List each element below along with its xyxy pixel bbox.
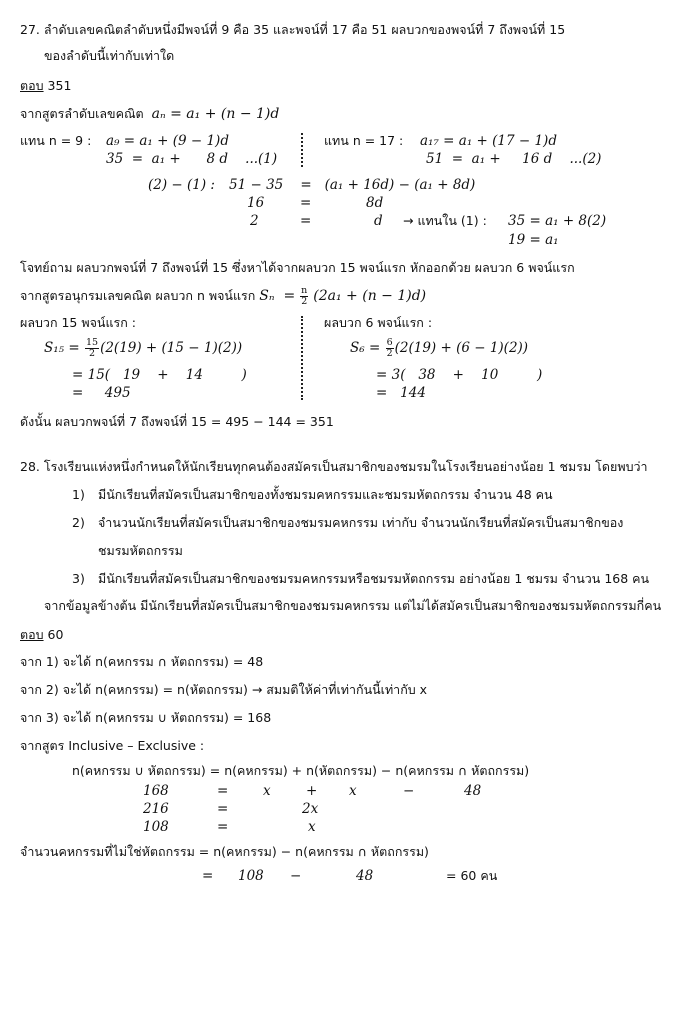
q28-item-text: จำนวนนักเรียนที่สมัครเป็นสมาชิกของชมรมคหกรรม เท่ากับ จำนวนนักเรียนที่สมัครเป็นสมาชิกของ (97, 515, 624, 530)
q27-formula-line (20, 105, 279, 123)
q28-ie-row1-f: − (403, 783, 415, 799)
q28-ie-row3-a: 108 (143, 819, 169, 835)
q28-ie-intro: จากสูตร Inclusive – Exclusive : (20, 738, 205, 753)
q27-sub-row3-eq: = (300, 213, 312, 229)
q28-final-d: 48 (356, 868, 374, 884)
q28-final-c: − (290, 868, 302, 884)
q27-sum-formula-rhs: (2a₁ + (n − 1)d) (313, 288, 427, 304)
q28-item-number: 2) (72, 515, 85, 530)
q27-conclusion: ดังนั้น ผลบวกพจน์ที่ 7 ถึงพจน์ที่ 15 = 495 − 144 = 351 (20, 414, 334, 429)
q28-final-b: 108 (238, 868, 264, 884)
q28-from3: จาก 3) จะได้ n(คหกรรม ∪ หัตถกรรม) = 168 (20, 710, 272, 725)
q28-item (72, 542, 183, 560)
q27-sub-row3-rhs: d (374, 213, 383, 229)
q27-sum-formula-intro: จากสูตรอนุกรมเลขคณิต ผลบวก n พจน์แรก (20, 288, 256, 303)
q28-item (72, 514, 623, 532)
q27-answer (20, 77, 71, 95)
q28-ie-row1-c: x (263, 783, 271, 799)
q27-s15-row1 (44, 336, 242, 360)
column-divider (301, 133, 303, 167)
q27-sub-row2-eq: = (300, 195, 312, 211)
q27-s6-row2: = 3( 38 + 10 ) (376, 367, 543, 383)
q28-item-text: มีนักเรียนที่สมัครเป็นสมาชิกของชมรมคหกรรมหรือชมรมหัตถกรรม อย่างน้อย 1 ชมรม จำนวน 168 คน (97, 571, 650, 586)
q28-ie-row1-g: 48 (464, 783, 482, 799)
q28-answer-value: 60 (47, 627, 64, 642)
q28-intro-line (20, 458, 648, 476)
q28-item-text: มีนักเรียนที่สมัครเป็นสมาชิกของทั้งชมรมคหกรรมและชมรมหัตถกรรม จำนวน 48 คน (97, 487, 553, 502)
q27-s6-rhs: (2(19) + (6 − 1)(2)) (394, 340, 529, 356)
q27-s15-fraction (85, 338, 99, 359)
q27-sub-label: (2) − (1) : (148, 177, 215, 193)
q28-ie-row1-a: 168 (143, 783, 169, 799)
q28-from2: จาก 2) จะได้ n(คหกรรม) = n(หัตถกรรม) → สมมติให้ค่าที่เท่ากันนี้เท่ากับ x (20, 682, 428, 697)
q27-s15-row3: = 495 (72, 385, 131, 401)
q27-s6-row3: = 144 (376, 385, 426, 401)
q27-question-line2: ของลำดับนี้เท่ากับเท่าใด (44, 48, 175, 63)
q28-intro: โรงเรียนแห่งหนึ่งกำหนดให้นักเรียนทุกคนต้องสมัครเป็นสมาชิกของชมรมในโรงเรียนอย่างน้อย 1 ชมรม โดยพบว่า (43, 459, 648, 474)
q27-s15-row2: = 15( 19 + 14 ) (72, 367, 247, 383)
q28-from1: จาก 1) จะได้ n(คหกรรม ∩ หัตถกรรม) = 48 (20, 654, 264, 669)
q28-final-a: = (202, 868, 214, 884)
q27-question-line1 (20, 21, 565, 39)
q27-formula-intro: จากสูตรลำดับเลขคณิต (20, 106, 144, 121)
q27-s6-row1 (350, 336, 528, 360)
q27-sum-formula-lhs: Sₙ = (259, 288, 296, 304)
q27-sub-row1: 51 − 35 = (a₁ + 16d) − (a₁ + 8d) (229, 177, 476, 193)
fraction-numerator: 6 (386, 337, 393, 348)
q28-ie-row1-d: + (306, 783, 318, 799)
q28-ie-row2-b: = (217, 801, 229, 817)
q28-ie-row3-b: = (217, 819, 229, 835)
q28-answer-label: ตอบ (20, 627, 44, 642)
q27-left-eq1: a₉ = a₁ + (9 − 1)d (106, 133, 229, 149)
fraction-denominator: 2 (301, 296, 308, 307)
q27-right-eq1: a₁₇ = a₁ + (17 − 1)d (420, 133, 557, 149)
q27-number: 27. (20, 22, 40, 37)
q27-sub-row2-lhs: 16 (247, 195, 265, 211)
q28-answer (20, 626, 63, 644)
q28-ie-row2-c: 2x (302, 801, 319, 817)
q28-ie-row1-e: x (349, 783, 357, 799)
q27-left-eq2: 35 = a₁ + 8 d ...(1) (106, 151, 278, 167)
q28-item (72, 570, 649, 588)
q27-s15-rhs: (2(19) + (15 − 1)(2)) (100, 340, 243, 356)
q27-sub-row3-eqn: 35 = a₁ + 8(2) (508, 213, 607, 229)
q27-sub-row3-lhs: 2 (250, 213, 259, 229)
q27-s6-fraction (386, 338, 394, 359)
q28-ie-row2-a: 216 (143, 801, 169, 817)
q28-ie-row1-b: = (217, 783, 229, 799)
q28-ie-formula: n(คหกรรม ∪ หัตถกรรม) = n(คหกรรม) + n(หัตถกรรม) − n(คหกรรม ∩ หัตถกรรม) (72, 763, 530, 778)
q27-sum-formula-line (20, 285, 426, 307)
q27-s15-lhs: S₁₅ = (44, 340, 80, 356)
q28-ie-row3-c: x (308, 819, 316, 835)
fraction-numerator: 15 (85, 337, 99, 348)
q28-final-intro: จำนวนคหกรรมที่ไม่ใช่หัตถกรรม = n(คหกรรม) − n(คหกรรม ∩ หัตถกรรม) (20, 844, 429, 859)
fraction-denominator: 2 (386, 348, 393, 359)
q27-sub-row4: 19 = a₁ (508, 232, 559, 248)
q27-question-text: ลำดับเลขคณิตลำดับหนึ่งมีพจน์ที่ 9 คือ 35 และพจน์ที่ 17 คือ 51 ผลบวกของพจน์ที่ 7 ถึงพจน์ที่ 15 (43, 22, 566, 37)
q28-number: 28. (20, 459, 40, 474)
column-divider (301, 316, 303, 400)
q27-s6-lhs: S₆ = (350, 340, 381, 356)
q27-s6-label: ผลบวก 6 พจน์แรก : (324, 315, 433, 330)
q27-formula: aₙ = a₁ + (n − 1)d (151, 106, 280, 122)
q28-item-number: 3) (72, 571, 85, 586)
q27-problem-note: โจทย์ถาม ผลบวกพจน์ที่ 7 ถึงพจน์ที่ 15 ซึ่งหาได้จากผลบวก 15 พจน์แรก หักออกด้วย ผลบวก 6 พจน์แรก (20, 260, 575, 275)
q27-right-label: แทน n = 17 : (324, 133, 404, 148)
q28-item-number: 1) (72, 487, 85, 502)
q27-answer-label: ตอบ (20, 78, 44, 93)
q27-s15-label: ผลบวก 15 พจน์แรก : (20, 315, 136, 330)
q27-right-eq2: 51 = a₁ + 16 d ...(2) (426, 151, 602, 167)
q28-item-text: ชมรมหัตถกรรม (97, 543, 183, 558)
q27-left-label: แทน n = 9 : (20, 133, 92, 148)
q28-final-e: = 60 คน (446, 868, 498, 883)
q27-sub-row2-rhs: 8d (366, 195, 384, 211)
fraction-denominator: 2 (89, 348, 96, 359)
fraction-numerator: n (301, 285, 308, 296)
q28-item (72, 486, 553, 504)
q27-sum-fraction (300, 286, 308, 307)
q28-question: จากข้อมูลข้างต้น มีนักเรียนที่สมัครเป็นสมาชิกของชมรมคหกรรม แต่ไม่ได้สมัครเป็นสมาชิกของชมรมหัตถกรรมกี่คน (44, 598, 662, 613)
q27-sub-row3-note: → แทนใน (1) : (403, 213, 487, 228)
q27-answer-value: 351 (47, 78, 72, 93)
